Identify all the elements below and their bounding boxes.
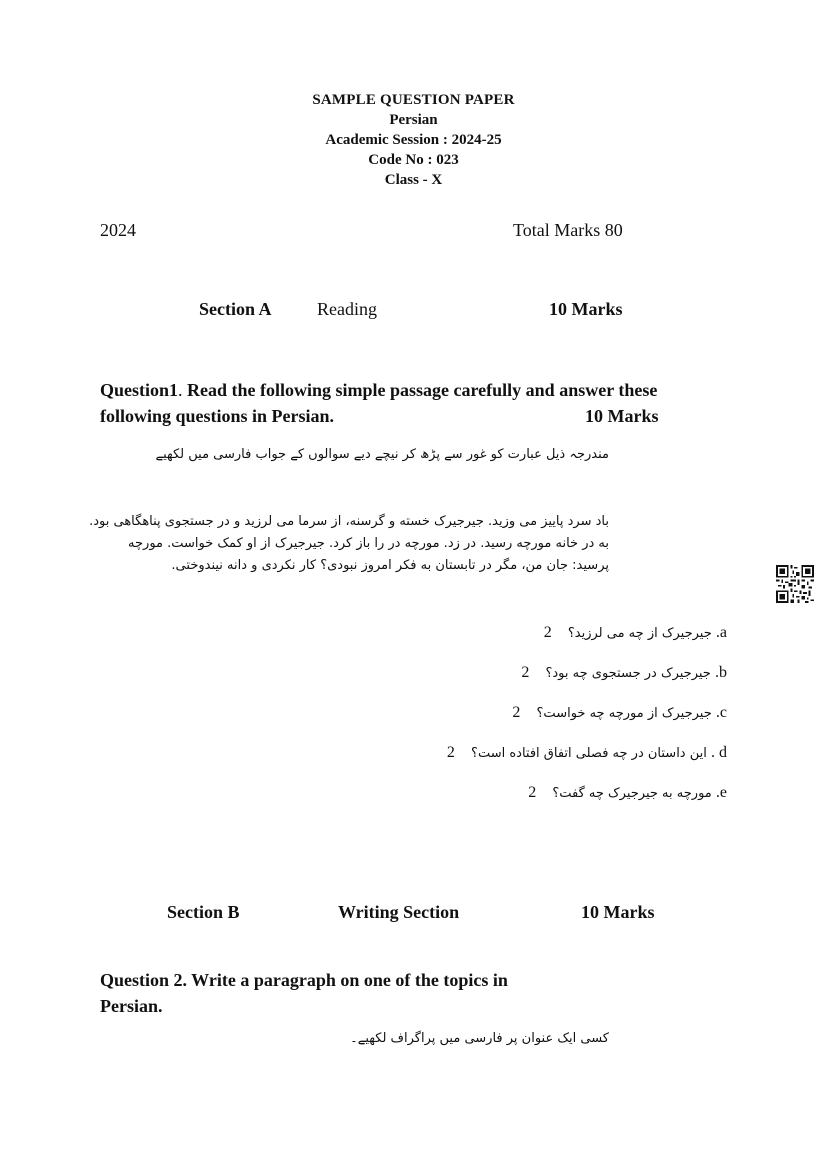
section-a-name: Reading	[317, 299, 377, 319]
item-text: این داستان در چه فصلی اتفاق افتاده است؟	[471, 746, 707, 761]
item-marks: 2	[512, 704, 521, 721]
item-letter: b.	[715, 664, 727, 681]
section-b-label: Section B	[167, 902, 240, 922]
section-a-label: Section A	[199, 299, 272, 319]
question-item-a	[544, 624, 727, 642]
question-2: Question 2. Write a paragraph on one of the topics in Persian.	[100, 970, 508, 1016]
subject-code: Code No : 023	[368, 152, 459, 168]
section-a-marks: 10 Marks	[549, 299, 623, 319]
class-label: Class - X	[384, 172, 443, 188]
item-text: جیرجیرک از مورچه چه خواست؟	[536, 706, 712, 721]
paper-title: SAMPLE QUESTION PAPER	[312, 92, 515, 108]
item-marks: 2	[543, 624, 552, 641]
item-letter: c.	[715, 704, 727, 721]
qr-code-icon	[776, 565, 814, 603]
reading-passage: باد سرد پاییز می وزید. جیرجیرک خسته و گرسنه، از سرما می لرزید و در جستجوی پناهگاهی بود. به در خانه مورچه رسید. در زد. مورچه در را باز کرد. جیرجیرک از او کمک خواست. مورچه پرسید: جان من، مگر در تابستان به فکر امروز نبودی؟ کار نکردی و دانه نیندوختی.	[89, 514, 609, 573]
item-letter: a.	[715, 624, 727, 641]
section-b-name: Writing Section	[338, 902, 460, 922]
academic-session: Academic Session : 2024-25	[325, 132, 502, 148]
item-marks: 2	[528, 784, 537, 801]
question-item-b	[521, 664, 727, 682]
subject-name: Persian	[389, 112, 438, 128]
item-marks: 2	[521, 664, 530, 681]
item-text: مورچه به جیرجیرک چه گفت؟	[552, 786, 712, 801]
question-1	[100, 377, 720, 429]
question-item-c	[512, 704, 727, 722]
total-marks: Total Marks 80	[513, 220, 623, 240]
paper-year: 2024	[100, 220, 136, 240]
question-1-prefix: Question1	[100, 380, 179, 400]
paper-header	[0, 90, 827, 190]
question-1-dot: .	[178, 380, 183, 400]
item-marks: 2	[446, 744, 455, 761]
section-b-marks: 10 Marks	[581, 902, 655, 922]
question-2-instruction: کسی ایک عنوان پر فارسی میں پراگراف لکھیے۔	[350, 1031, 609, 1046]
question-item-d	[447, 744, 727, 762]
item-letter: d .	[711, 744, 727, 761]
item-letter: e.	[715, 784, 727, 801]
item-text: جیرجیرک در جستجوی چه بود؟	[545, 666, 711, 681]
question-1-instruction: مندرجہ ذیل عبارت کو غور سے پڑھ کر نیچے دیے سوالوں کے جواب فارسی میں لکھیے	[155, 447, 609, 462]
question-1-marks: 10 Marks	[585, 406, 659, 426]
item-text: جیرجیرک از چه می لرزید؟	[567, 626, 712, 641]
question-1-text: Read the following simple passage carefully and answer these following questions in Persian.	[100, 380, 658, 426]
question-item-e	[528, 784, 727, 802]
